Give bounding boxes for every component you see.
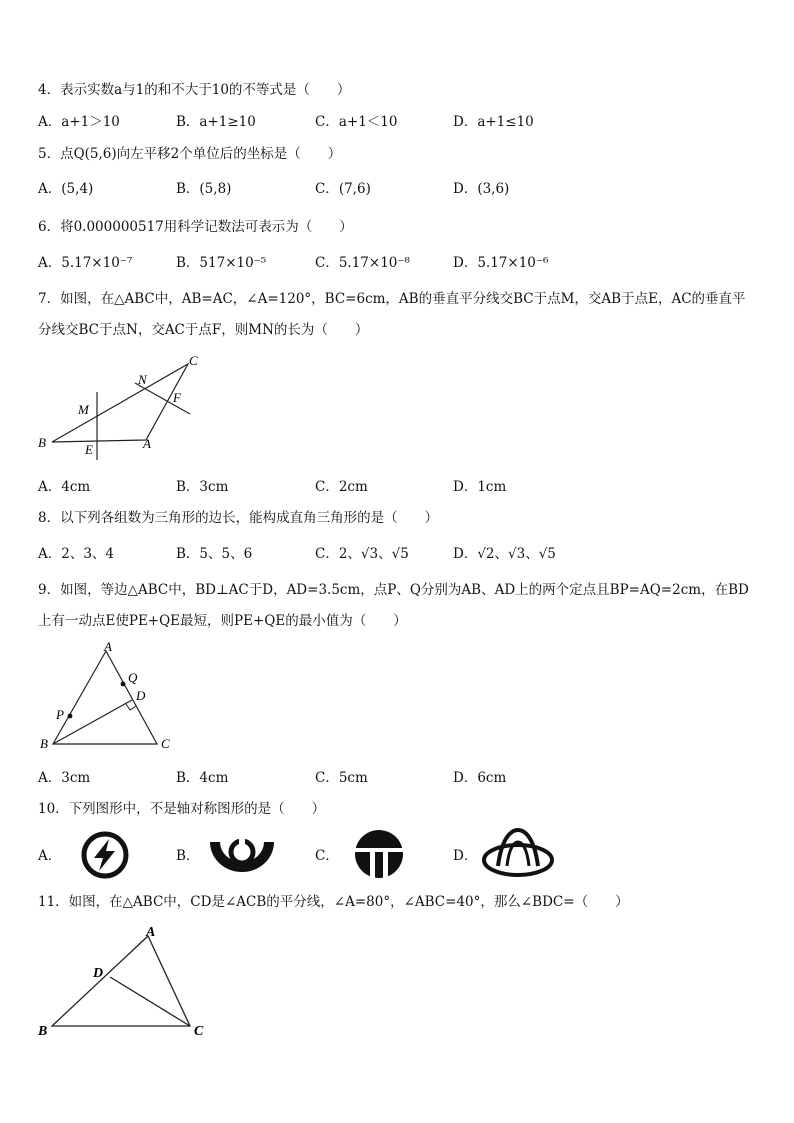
q7-label-c: C (189, 353, 198, 368)
q6-option-a: A．5.17×10⁻⁷ (38, 255, 133, 271)
q10-option-c: C． (315, 848, 339, 864)
q9-label-p: P (56, 707, 64, 722)
q7-option-d: D．1cm (453, 479, 507, 495)
q9-stem-line1: 9．如图，等边△ABC中，BD⊥AC于D，AD=3.5cm，点P、Q分别为AB、AD上的两个定点且BP=AQ=2cm，在BD (38, 582, 749, 598)
q11-label-a: A (146, 925, 156, 940)
q4-option-a: A．a+1＞10 (38, 114, 120, 130)
q6-option-c: C．5.17×10⁻⁸ (315, 255, 410, 271)
q9-label-c: C (161, 736, 170, 751)
q7-option-a: A．4cm (38, 479, 91, 495)
q8-option-d: D．√2、√3、√5 (453, 546, 556, 562)
q10-stem: 10．下列图形中，不是轴对称图形的是（ ） (38, 801, 326, 817)
q7-stem-line1: 7．如图，在△ABC中，AB=AC，∠A=120°，BC=6cm，AB的垂直平分线交BC于点M，交AB于点E，AC的垂直平 (38, 291, 746, 307)
q7-label-f: F (173, 390, 181, 405)
q10-option-a: A． (38, 848, 62, 864)
q7-label-a: A (143, 436, 151, 451)
q9-label-d: D (136, 688, 146, 703)
q7-label-e: E (85, 442, 93, 457)
q11-label-d: D (93, 966, 104, 981)
q10-option-b: B． (176, 848, 200, 864)
q11-triangle (52, 936, 190, 1026)
q9-label-q: Q (128, 670, 138, 685)
q8-option-c: C．2、√3、√5 (315, 546, 409, 562)
q9-label-b: B (40, 736, 48, 751)
q5-option-b: B．(5,8) (176, 181, 232, 197)
q8-option-a: A．2、3、4 (38, 546, 115, 562)
q9-right-angle-mark (126, 704, 136, 710)
q11-figure (30, 918, 220, 1043)
q9-option-c: C．5cm (315, 770, 368, 786)
ring-bowl-icon (206, 830, 278, 880)
q4-stem: 4．表示实数a与1的和不大于10的不等式是（ ） (38, 82, 351, 98)
q11-stem: 11．如图，在△ABC中，CD是∠ACB的平分线，∠A=80°，∠ABC=40°，那么∠BDC=（ ） (38, 894, 629, 910)
q5-option-c: C．(7,6) (315, 181, 371, 197)
q8-stem: 8．以下列各组数为三角形的边长，能构成直角三角形的是（ ） (38, 510, 439, 526)
q7-label-m: M (78, 402, 89, 417)
q6-stem: 6．将0.000000517用科学记数法可表示为（ ） (38, 219, 353, 235)
q6-option-b: B．517×10⁻⁵ (176, 255, 267, 271)
lightning-circle-icon (72, 830, 138, 880)
q9-option-b: B．4cm (176, 770, 229, 786)
q10-option-d: D． (453, 848, 478, 864)
q7-option-b: B．3cm (176, 479, 229, 495)
q7-label-n: N (138, 372, 147, 387)
q9-option-a: A．3cm (38, 770, 91, 786)
q9-point-p (68, 714, 73, 719)
q7-triangle (52, 364, 188, 442)
q5-option-a: A．(5,4) (38, 181, 94, 197)
q7-option-c: C．2cm (315, 479, 368, 495)
q9-option-d: D．6cm (453, 770, 507, 786)
q7-label-b: B (38, 435, 46, 450)
q11-label-b: B (38, 1024, 48, 1039)
q9-point-q (121, 682, 126, 687)
q4-option-b: B．a+1≥10 (176, 114, 256, 130)
q9-label-a: A (104, 639, 112, 654)
q8-option-b: B．5、5、6 (176, 546, 253, 562)
q5-option-d: D．(3,6) (453, 181, 510, 197)
q9-figure (30, 638, 190, 758)
split-circle-icon (346, 828, 412, 880)
q4-option-d: D．a+1≤10 (453, 114, 534, 130)
q9-stem-line2: 上有一动点E使PE+QE最短，则PE+QE的最小值为（ ） (38, 613, 407, 629)
q6-option-d: D．5.17×10⁻⁶ (453, 255, 549, 271)
q4-option-c: C．a+1＜10 (315, 114, 398, 130)
q11-label-c: C (194, 1024, 204, 1039)
q5-stem: 5．点Q(5,6)向左平移2个单位后的坐标是（ ） (38, 146, 342, 162)
q7-stem-line2: 分线交BC于点N，交AC于点F，则MN的长为（ ） (38, 322, 369, 338)
arch-ellipse-icon (480, 826, 556, 880)
q7-figure (30, 350, 230, 465)
